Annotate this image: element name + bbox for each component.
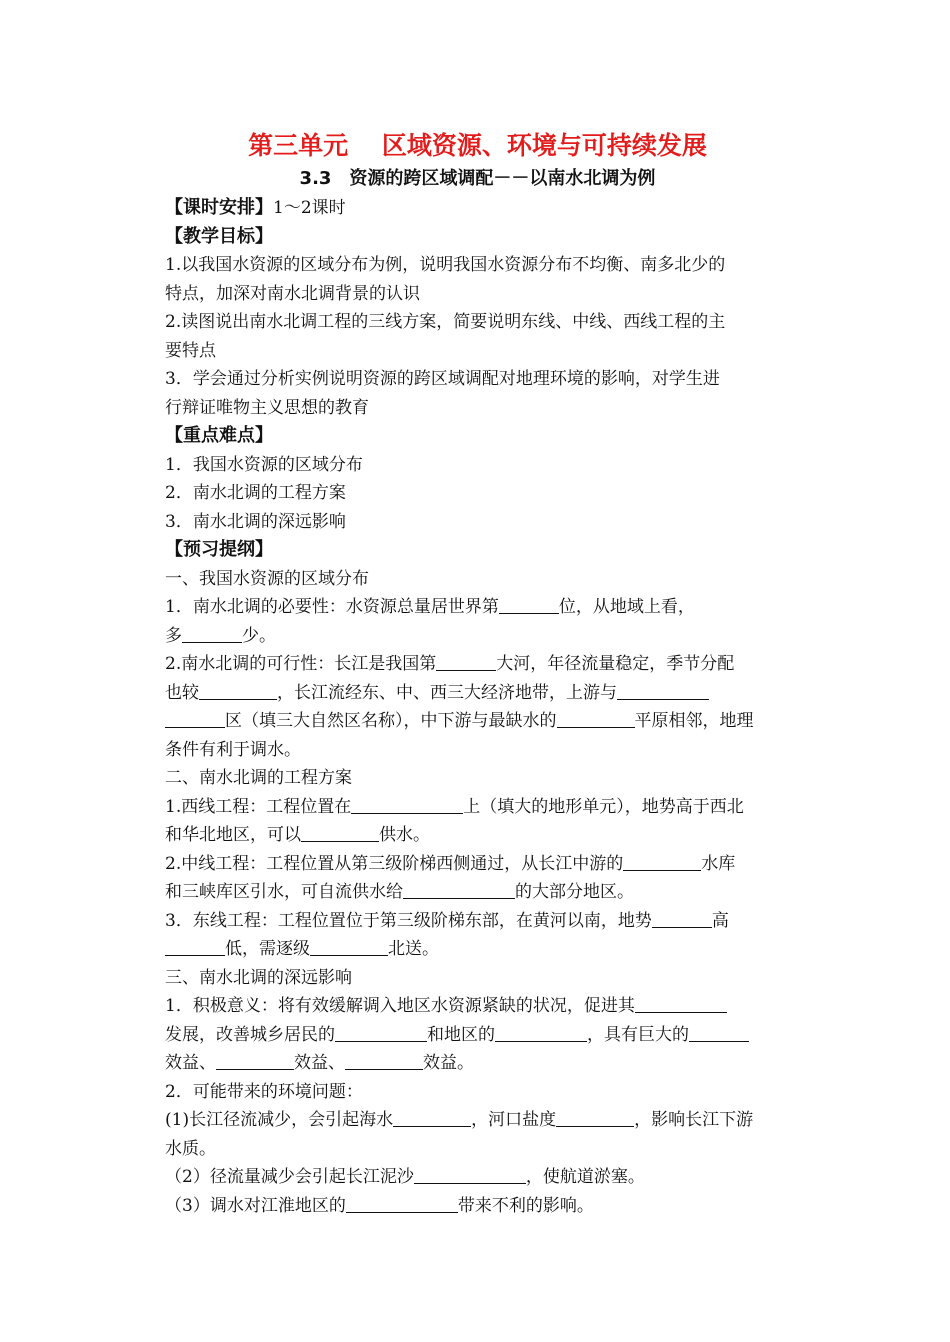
fill-blank[interactable] — [499, 596, 559, 614]
question-text: 2.南水北调的可行性：长江是我国第 — [165, 654, 437, 674]
goal-line: 要特点 — [165, 340, 216, 361]
fill-blank[interactable] — [623, 853, 701, 871]
question-text: ，长江流经东、中、西三大经济地带，上游与 — [277, 682, 617, 703]
goal-line: 行辩证唯物主义思想的教育 — [165, 397, 369, 418]
question-line: 条件有利于调水。 — [165, 739, 301, 760]
question-line — [165, 850, 790, 879]
question-text: ，影响长江下游 — [634, 1110, 754, 1130]
section-heading: 三、南水北调的深远影响 — [165, 967, 352, 988]
fill-blank[interactable] — [652, 910, 712, 928]
question-text: 带来不利的影响。 — [457, 1195, 594, 1216]
question-text: 区（填三大自然区名称），中下游与最缺水的 — [225, 711, 557, 731]
question-text: 1．积极意义：将有效缓解调入地区水资源紧缺的状况，促进其 — [165, 996, 635, 1016]
question-line — [165, 1049, 790, 1078]
key-points-heading: 【重点难点】 — [165, 425, 273, 446]
fill-blank[interactable] — [393, 1109, 471, 1127]
question-text: 位，从地域上看， — [558, 597, 695, 617]
fill-blank[interactable] — [617, 682, 709, 700]
question-text: 少。 — [242, 625, 276, 646]
question-line — [165, 821, 790, 850]
fill-blank[interactable] — [182, 625, 242, 643]
schedule-line — [165, 194, 790, 223]
fill-blank[interactable] — [351, 796, 463, 814]
schedule-value: 1～2课时 — [273, 198, 346, 218]
question-text: 效益、 — [294, 1053, 345, 1073]
question-line — [165, 793, 790, 822]
question-line: 2．可能带来的环境问题： — [165, 1081, 363, 1102]
question-line — [165, 1192, 790, 1221]
preview-heading: 【预习提纲】 — [165, 539, 273, 560]
question-line — [165, 1163, 790, 1192]
question-line — [165, 907, 790, 936]
question-text: 2.中线工程：工程位置从第三级阶梯西侧通过，从长江中游的 — [165, 853, 624, 874]
goal-line: 3．学会通过分析实例说明资源的跨区域调配对地理环境的影响，对学生进 — [165, 369, 720, 389]
question-line — [165, 992, 790, 1021]
goals-heading: 【教学目标】 — [165, 225, 273, 247]
question-line — [165, 935, 790, 964]
question-text: 效益。 — [423, 1053, 474, 1073]
section-heading: 二、南水北调的工程方案 — [165, 768, 352, 788]
question-text: ，河口盐度 — [471, 1110, 557, 1130]
key-point-line: 1．我国水资源的区域分布 — [165, 454, 363, 475]
question-text: 1．南水北调的必要性：水资源总量居世界第 — [165, 597, 499, 617]
question-text: 平原相邻，地理 — [634, 711, 754, 731]
question-text: 和华北地区，可以 — [165, 825, 301, 845]
question-text: （2）径流量减少会引起长江泥沙 — [165, 1167, 414, 1187]
question-text: 也较 — [165, 682, 199, 703]
question-text: ，具有巨大的 — [587, 1024, 689, 1045]
question-line: 水质。 — [165, 1138, 216, 1159]
fill-blank[interactable] — [165, 710, 225, 728]
fill-blank[interactable] — [335, 1024, 427, 1042]
fill-blank[interactable] — [301, 824, 379, 842]
question-text: 大河，年径流量稳定，季节分配 — [496, 654, 735, 674]
fill-blank[interactable] — [635, 995, 727, 1013]
fill-blank[interactable] — [556, 1109, 634, 1127]
question-text: 发展，改善城乡居民的 — [165, 1024, 335, 1045]
question-line — [165, 878, 790, 907]
question-line — [165, 1106, 790, 1135]
question-text: 和地区的 — [427, 1024, 495, 1045]
question-text: 水库 — [701, 853, 736, 874]
fill-blank[interactable] — [689, 1024, 749, 1042]
question-text: （3）调水对江淮地区的 — [165, 1195, 346, 1216]
question-text: 和三峡库区引水，可自流供水给 — [165, 882, 403, 902]
fill-blank[interactable] — [345, 1052, 423, 1070]
section-heading: 一、我国水资源的区域分布 — [165, 568, 369, 589]
key-point-line: 3．南水北调的深远影响 — [165, 511, 346, 532]
key-point-line: 2．南水北调的工程方案 — [165, 483, 346, 503]
question-text: 1.西线工程：工程位置在 — [165, 796, 352, 817]
document-page — [165, 128, 790, 1220]
fill-blank[interactable] — [403, 881, 515, 899]
fill-blank[interactable] — [414, 1166, 526, 1184]
question-text: 供水。 — [379, 825, 430, 845]
question-line — [165, 707, 790, 736]
question-text: 上（填大的地形单元），地势高于西北 — [463, 796, 744, 817]
question-text: 高 — [711, 910, 729, 931]
question-text: 多 — [165, 625, 182, 646]
fill-blank[interactable] — [557, 710, 635, 728]
fill-blank[interactable] — [495, 1024, 587, 1042]
goal-line: 特点，加深对南水北调背景的认识 — [165, 283, 420, 304]
question-text: 3．东线工程：工程位置位于第三级阶梯东部，在黄河以南，地势 — [165, 910, 652, 931]
question-line — [165, 1021, 790, 1050]
unit-title: 第三单元 区域资源、环境与可持续发展 — [248, 131, 707, 160]
question-text: (1)长江径流减少，会引起海水 — [165, 1110, 394, 1130]
fill-blank[interactable] — [346, 1195, 458, 1213]
fill-blank[interactable] — [216, 1052, 294, 1070]
question-text: ，使航道淤塞。 — [525, 1167, 645, 1187]
question-text: 低，需逐级 — [225, 939, 310, 959]
goal-line: 2.读图说出南水北调工程的三线方案，简要说明东线、中线、西线工程的主 — [165, 312, 726, 332]
question-line — [165, 593, 790, 622]
goal-line: 1.以我国水资源的区域分布为例，说明我国水资源分布不均衡、南多北少的 — [165, 255, 726, 275]
fill-blank[interactable] — [436, 653, 496, 671]
question-line — [165, 679, 790, 708]
question-text: 北送。 — [388, 939, 439, 959]
fill-blank[interactable] — [310, 938, 388, 956]
fill-blank[interactable] — [165, 938, 225, 956]
lesson-subtitle: 3.3 资源的跨区域调配－－以南水北调为例 — [299, 168, 656, 189]
schedule-heading: 【课时安排】 — [165, 197, 273, 218]
fill-blank[interactable] — [199, 682, 277, 700]
question-line — [165, 650, 790, 679]
question-text: 效益、 — [165, 1053, 216, 1073]
question-text: 的大部分地区。 — [515, 882, 634, 902]
question-line — [165, 622, 790, 651]
